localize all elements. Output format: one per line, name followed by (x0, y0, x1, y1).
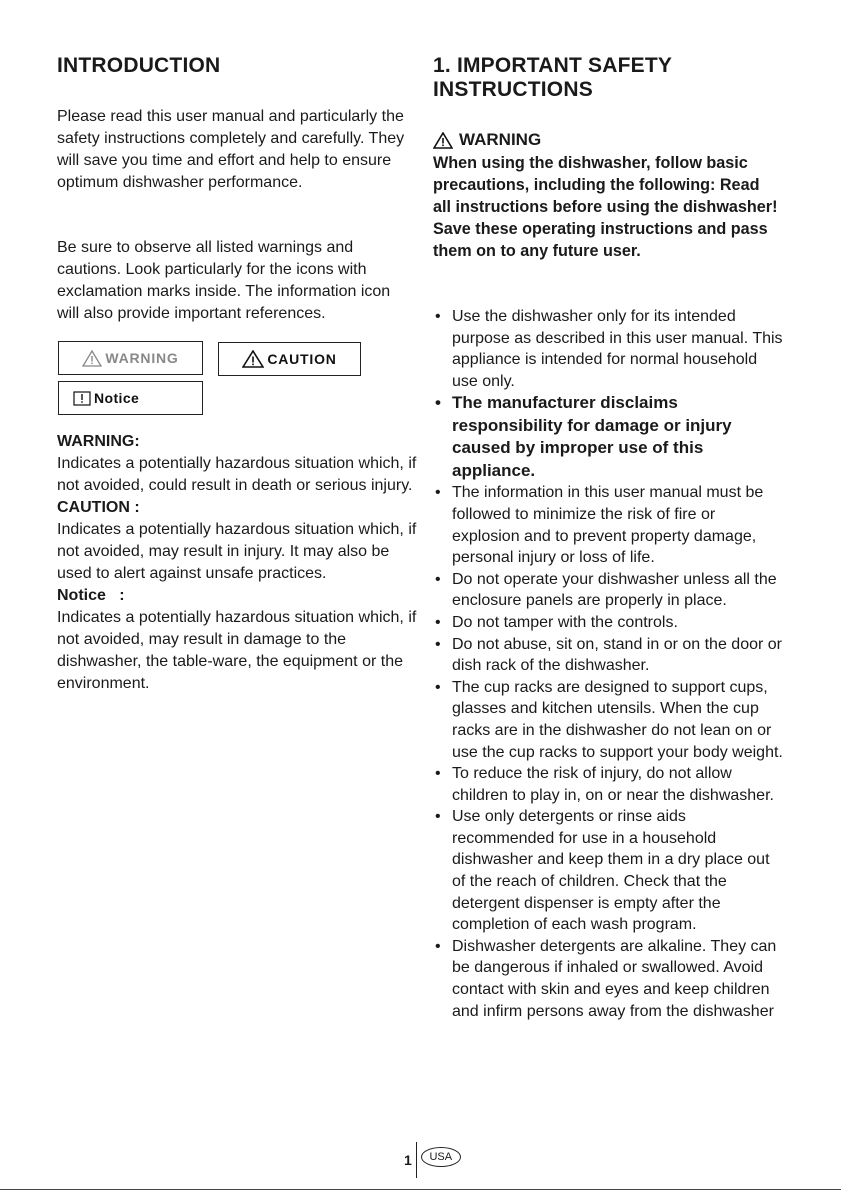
safety-intro-text: When using the dishwasher, follow basic precautions, including the following: Read all instructions before using the dishwasher! Save these operating instructions and pass them on to any future user. (433, 154, 778, 260)
list-item: • The manufacturer disclaims responsibility for damage or injury caused by improper use of this appliance. (433, 392, 785, 482)
bottom-rule (0, 1189, 841, 1190)
safety-title: 1. IMPORTANT SAFETY INSTRUCTIONS (433, 54, 672, 101)
warning-heading-text: WARNING (459, 130, 542, 149)
warning-triangle-icon (82, 350, 102, 367)
footer-divider (416, 1142, 417, 1178)
list-item: • Do not abuse, sit on, stand in or on the door or dish rack of the dishwasher. (433, 634, 785, 677)
definition-term: Notice : (57, 587, 125, 604)
introduction-title: INTRODUCTION (57, 54, 221, 77)
region-badge: USA (421, 1147, 461, 1167)
warning-heading (433, 129, 541, 151)
intro-paragraph-2: Be sure to observe all listed warnings and cautions. Look particularly for the icons with exclamation marks inside. The information icon will also provide important references. (57, 239, 391, 322)
caution-label-box (218, 342, 361, 376)
warning-label-text: WARNING (105, 350, 179, 366)
list-item: • To reduce the risk of injury, do not allow children to play in, on or near the dishwasher. (433, 763, 785, 806)
caution-label-text: CAUTION (267, 351, 337, 367)
definition-text: Indicates a potentially hazardous situation which, if not avoided, could result in death or serious injury. (57, 455, 417, 494)
notice-info-icon (73, 391, 91, 406)
notice-label-text: Notice (94, 390, 140, 406)
notice-label-box (58, 381, 203, 415)
definition-term: CAUTION : (57, 499, 140, 516)
page-footer (404, 1142, 461, 1178)
list-item: • The cup racks are designed to support cups, glasses and kitchen utensils. When the cup racks are in the dishwasher do not lean on or use the cup racks to support your body weight. (433, 677, 785, 763)
page-number: 1 (404, 1152, 412, 1168)
list-item: • Use the dishwasher only for its intended purpose as described in this user manual. This appliance is intended for normal household use only. (433, 306, 785, 392)
list-item: • Use only detergents or rinse aids recommended for use in a household dishwasher and keep them in a dry place out of the reach of children. Check that the detergent dispenser is empty after the completion of each wash program. (433, 806, 785, 936)
intro-paragraph-1: Please read this user manual and particularly the safety instructions completely and carefully. They will save you time and effort and help to ensure optimum dishwasher performance. (57, 108, 405, 191)
list-item: • Dishwasher detergents are alkaline. They can be dangerous if inhaled or swallowed. Avoid contact with skin and eyes and keep children and infirm persons away from the dishwasher (433, 936, 785, 1022)
definition-text: Indicates a potentially hazardous situation which, if not avoided, may result in injury. It may also be used to alert against unsafe practices. (57, 521, 417, 582)
list-item: • Do not operate your dishwasher unless all the enclosure panels are properly in place. (433, 569, 785, 612)
label-definitions (57, 431, 417, 695)
safety-rules-list (433, 306, 785, 1022)
list-item: • The information in this user manual must be followed to minimize the risk of fire or explosion and to prevent property damage, personal injury or loss of life. (433, 482, 785, 568)
warning-label-box (58, 341, 203, 375)
definition-term: WARNING: (57, 433, 140, 450)
list-item: • Do not tamper with the controls. (433, 612, 785, 634)
caution-triangle-icon (242, 350, 264, 368)
definition-text: Indicates a potentially hazardous situation which, if not avoided, may result in damage to the dishwasher, the table-ware, the equipment or the environment. (57, 609, 417, 692)
warning-triangle-icon (433, 132, 453, 149)
